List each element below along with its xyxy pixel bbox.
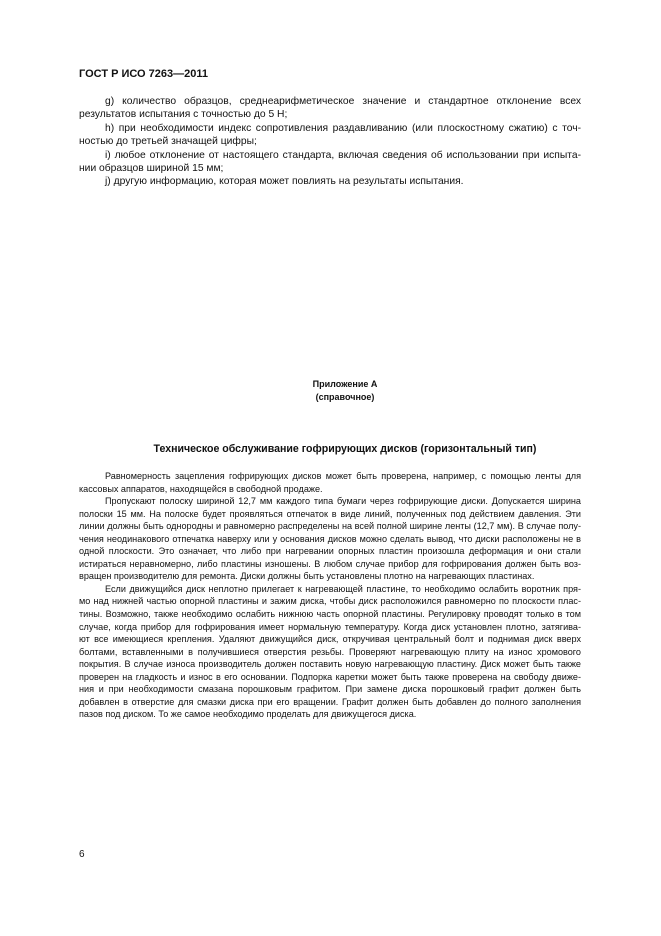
text-line: чения неодинакового отпечатка наверху или у основания дисков можно сделать вывод, что диски расположены не в: [79, 533, 581, 544]
text-line: результатов испытания с точностью до 5 Н;: [79, 109, 288, 121]
text-line: линии должны быть однородны и равномерно распределены на всей полной ширине ленты (12,7 мм). В случае полу-: [79, 521, 581, 532]
text-line: проверен на гладкость и износ в его основании. Подпорка каретки может быть также проверена на свободу движе-: [79, 671, 581, 682]
appendix-body: [79, 470, 581, 721]
text-line: ния и при необходимости смазана порошковым графитом. При замене диска порошковый графит должен быть: [79, 684, 581, 695]
text-line: ностью до третьей значащей цифры;: [79, 136, 257, 148]
text-line: болтами, вставленными в получившиеся отверстия резьбы. Проверяют нагревающую плиту на износ хромового: [79, 646, 581, 657]
text-line: добавлен в отверстие для смазки диска при его вращении. Графит должен быть добавлен до полного заполнения: [79, 696, 581, 707]
text-line: кассовых аппаратов, находящейся в свободной продаже.: [79, 483, 323, 494]
text-line: g) количество образцов, среднеарифметическое значение и стандартное отклонение всех: [105, 96, 581, 107]
text-line: случае, когда прибор для гофрирования имеет нормальную температуру. Когда диск установлен плотно, затягива-: [79, 621, 581, 632]
results-list: [79, 95, 581, 189]
appendix-note: (справочное): [315, 392, 375, 402]
document-header: ГОСТ Р ИСО 7263—2011: [79, 68, 209, 80]
text-line: полоски 15 мм. На полоске будет проявляться отпечаток в виде линий, полученных под действием давления. Эти: [79, 508, 581, 519]
text-line: ют все имеющиеся крепления. Удаляют движущийся диск, откручивая центральный болт и поднимая диск вверх: [79, 634, 581, 645]
text-line: Равномерность зацепления гофрирующих дисков может быть проверена, например, с помощью ленты для: [105, 471, 581, 481]
text-line: истираться неравномерно, либо пластины изношены. В любом случае прибор для гофрирования должен быть воз-: [79, 558, 581, 569]
text-line: Пропускают полоску шириной 12,7 мм каждого типа бумаги через гофрирующие диски. Допускается ширина: [105, 496, 581, 507]
appendix-label: Приложение А: [312, 379, 378, 389]
page-number: 6: [79, 849, 85, 860]
text-line: Если движущийся диск неплотно прилегает к нагревающей пластине, то необходимо ослабить воротник пря-: [105, 583, 581, 594]
text-line: нии образцов шириной 15 мм;: [79, 163, 224, 175]
text-line: h) при необходимости индекс сопротивления раздавливанию (или плоскостному сжатию) с точ-: [105, 122, 581, 134]
text-line: пазов под диском. То же самое необходимо проделать для движущегося диска.: [79, 709, 417, 720]
appendix-heading: [79, 378, 611, 404]
appendix-title: Техническое обслуживание гофрирующих дисков (горизонтальный тип): [153, 443, 537, 455]
text-line: i) любое отклонение от настоящего стандарта, включая сведения об использовании при испыта-: [105, 149, 581, 161]
text-line: тины. Возможно, также необходимо ослабить нижнюю часть опорной пластины. Регулировку проводят только в том: [79, 609, 581, 620]
text-line: мо над нижней частью опорной пластины и зажим диска, чтобы диск расположился равномерно по плоскости плас-: [79, 596, 581, 607]
text-line: j) другую информацию, которая может повлиять на результаты испытания.: [105, 176, 464, 188]
text-line: одной плоскости. Это означает, что либо при нагревании опорных пластин произошла деформация и они стали: [79, 546, 581, 557]
text-line: покрытия. В случае износа производитель должен поставить новую нагревающую пластину. Диск может быть также: [79, 659, 581, 670]
text-line: вращен производителю для ремонта. Диски должны быть установлены плотно на нагревающих пластинах.: [79, 571, 535, 582]
